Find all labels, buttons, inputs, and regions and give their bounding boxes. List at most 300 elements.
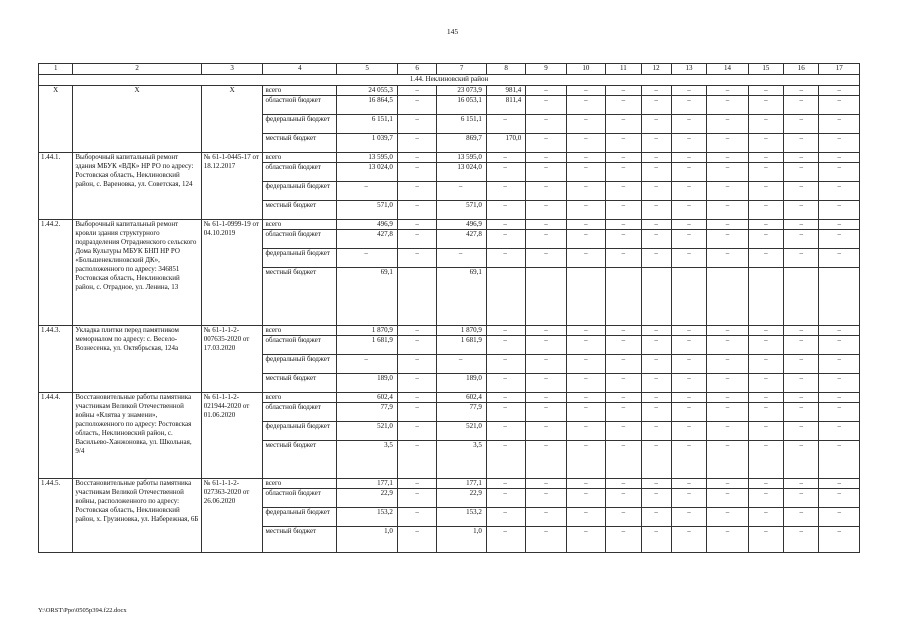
value-col-8: – [486, 403, 525, 422]
value-col-14: – [707, 249, 748, 268]
funding-source: всего [263, 220, 337, 230]
value-col-9: – [526, 355, 566, 374]
value-col-5: 13 024,0 [337, 163, 398, 182]
object-name: Укладка плитки перед памятником мемориалом по адресу: с. Весело-Вознесенка, ул. Октябрьская, 124а [73, 326, 201, 393]
value-col-12: – [641, 489, 671, 508]
value-col-15: – [748, 163, 783, 182]
value-col-17: – [819, 393, 860, 403]
table-row [39, 393, 860, 403]
value-col-7: 13 024,0 [437, 163, 487, 182]
value-col-6: – [397, 326, 436, 336]
value-col-9: – [526, 479, 566, 489]
value-col-14: – [707, 374, 748, 393]
value-col-13: – [671, 403, 706, 422]
value-col-13: – [671, 220, 706, 230]
value-col-15: – [748, 374, 783, 393]
value-col-11: – [606, 422, 641, 441]
value-col-16 [784, 268, 819, 326]
funding-source: всего [263, 153, 337, 163]
value-col-12: – [641, 163, 671, 182]
value-col-10: – [566, 134, 605, 153]
value-col-10: – [566, 441, 605, 479]
value-col-11: – [606, 163, 641, 182]
value-col-11: – [606, 230, 641, 249]
value-col-7: 496,9 [437, 220, 487, 230]
value-col-16: – [784, 403, 819, 422]
value-col-12: – [641, 355, 671, 374]
expertise-document: X [201, 86, 263, 153]
column-number-6: 6 [397, 64, 436, 75]
value-col-7: – [437, 182, 487, 201]
value-col-6: – [397, 153, 436, 163]
value-col-17: – [819, 489, 860, 508]
value-col-17: – [819, 422, 860, 441]
value-col-7: 13 595,0 [437, 153, 487, 163]
column-number-11: 11 [606, 64, 641, 75]
value-col-6: – [397, 163, 436, 182]
value-col-14: – [707, 479, 748, 489]
value-col-17: – [819, 326, 860, 336]
value-col-7: 153,2 [437, 508, 487, 527]
value-col-15: – [748, 201, 783, 220]
value-col-8: – [486, 508, 525, 527]
value-col-11: – [606, 336, 641, 355]
value-col-11 [606, 268, 641, 326]
value-col-5: 69,1 [337, 268, 398, 326]
value-col-8: – [486, 163, 525, 182]
funding-source: местный бюджет [263, 268, 337, 326]
value-col-15: – [748, 393, 783, 403]
value-col-17: – [819, 86, 860, 96]
value-col-5: 189,0 [337, 374, 398, 393]
value-col-15: – [748, 115, 783, 134]
value-col-5: 1 681,9 [337, 336, 398, 355]
value-col-5: 13 595,0 [337, 153, 398, 163]
value-col-11: – [606, 441, 641, 479]
value-col-13: – [671, 441, 706, 479]
value-col-16: – [784, 230, 819, 249]
value-col-9: – [526, 508, 566, 527]
item-number: 1.44.1. [39, 153, 73, 220]
value-col-10: – [566, 336, 605, 355]
value-col-12: – [641, 441, 671, 479]
value-col-7: – [437, 249, 487, 268]
value-col-6: – [397, 403, 436, 422]
value-col-5: 1,0 [337, 527, 398, 553]
value-col-16: – [784, 508, 819, 527]
value-col-5: 16 864,5 [337, 96, 398, 115]
value-col-15: – [748, 527, 783, 553]
value-col-12: – [641, 479, 671, 489]
value-col-5: 177,1 [337, 479, 398, 489]
value-col-15: – [748, 508, 783, 527]
value-col-7: 1 681,9 [437, 336, 487, 355]
value-col-14: – [707, 422, 748, 441]
column-number-3: 3 [201, 64, 263, 75]
value-col-13: – [671, 96, 706, 115]
value-col-8: – [486, 201, 525, 220]
value-col-15: – [748, 230, 783, 249]
value-col-16: – [784, 374, 819, 393]
value-col-17: – [819, 201, 860, 220]
funding-source: областной бюджет [263, 489, 337, 508]
value-col-10: – [566, 393, 605, 403]
value-col-15: – [748, 96, 783, 115]
value-col-14: – [707, 153, 748, 163]
value-col-5: – [337, 355, 398, 374]
expertise-document: № 61-1-0445-17 от 18.12.2017 [201, 153, 263, 220]
value-col-13: – [671, 393, 706, 403]
value-col-10: – [566, 403, 605, 422]
value-col-17: – [819, 508, 860, 527]
value-col-12: – [641, 220, 671, 230]
funding-source: федеральный бюджет [263, 508, 337, 527]
value-col-10: – [566, 326, 605, 336]
value-col-8: – [486, 489, 525, 508]
value-col-7: 1 870,9 [437, 326, 487, 336]
value-col-8: 981,4 [486, 86, 525, 96]
value-col-17: – [819, 153, 860, 163]
value-col-7: 177,1 [437, 479, 487, 489]
funding-source: федеральный бюджет [263, 422, 337, 441]
value-col-7: 77,9 [437, 403, 487, 422]
funding-source: всего [263, 326, 337, 336]
value-col-16: – [784, 489, 819, 508]
value-col-9: – [526, 249, 566, 268]
value-col-17: – [819, 355, 860, 374]
value-col-15: – [748, 134, 783, 153]
value-col-7: 189,0 [437, 374, 487, 393]
value-col-9: – [526, 489, 566, 508]
item-number: 1.44.5. [39, 479, 73, 553]
value-col-17: – [819, 249, 860, 268]
value-col-6: – [397, 249, 436, 268]
item-number: 1.44.2. [39, 220, 73, 326]
value-col-10: – [566, 115, 605, 134]
value-col-6: – [397, 441, 436, 479]
value-col-6: – [397, 336, 436, 355]
value-col-17: – [819, 527, 860, 553]
value-col-8: 170,0 [486, 134, 525, 153]
value-col-10: – [566, 422, 605, 441]
value-col-13: – [671, 153, 706, 163]
value-col-13: – [671, 115, 706, 134]
value-col-8: – [486, 115, 525, 134]
funding-source: местный бюджет [263, 441, 337, 479]
value-col-14: – [707, 403, 748, 422]
object-name: Выборочный капитальный ремонт здания МБУК «ВДК» НР РО по адресу: Ростовская область, Неклиновский район, с. Вареновка, ул. Советская, 124 [73, 153, 201, 220]
value-col-17: – [819, 336, 860, 355]
value-col-15: – [748, 479, 783, 489]
column-number-14: 14 [707, 64, 748, 75]
value-col-5: 1 870,9 [337, 326, 398, 336]
value-col-11: – [606, 508, 641, 527]
funding-source: местный бюджет [263, 201, 337, 220]
value-col-5: 571,0 [337, 201, 398, 220]
funding-source: местный бюджет [263, 527, 337, 553]
value-col-8 [486, 268, 525, 326]
value-col-9: – [526, 153, 566, 163]
value-col-16: – [784, 249, 819, 268]
value-col-14 [707, 268, 748, 326]
value-col-10: – [566, 86, 605, 96]
value-col-6: – [397, 355, 436, 374]
value-col-14: – [707, 115, 748, 134]
value-col-11: – [606, 326, 641, 336]
value-col-9: – [526, 393, 566, 403]
table-row [39, 220, 860, 230]
funding-source: областной бюджет [263, 163, 337, 182]
value-col-7: 16 053,1 [437, 96, 487, 115]
column-number-10: 10 [566, 64, 605, 75]
section-row [39, 75, 860, 86]
value-col-6: – [397, 489, 436, 508]
value-col-13: – [671, 249, 706, 268]
value-col-15: – [748, 441, 783, 479]
value-col-9: – [526, 527, 566, 553]
value-col-17: – [819, 134, 860, 153]
value-col-9: – [526, 374, 566, 393]
value-col-6: – [397, 96, 436, 115]
value-col-11: – [606, 355, 641, 374]
value-col-16: – [784, 153, 819, 163]
funding-source: областной бюджет [263, 96, 337, 115]
value-col-6: – [397, 508, 436, 527]
page-number: 145 [446, 27, 459, 36]
value-col-14: – [707, 182, 748, 201]
value-col-13: – [671, 527, 706, 553]
value-col-9: – [526, 134, 566, 153]
value-col-11: – [606, 249, 641, 268]
item-number: 1.44.3. [39, 326, 73, 393]
value-col-8: – [486, 182, 525, 201]
value-col-13: – [671, 326, 706, 336]
value-col-12: – [641, 403, 671, 422]
value-col-14: – [707, 134, 748, 153]
column-number-row [39, 64, 860, 75]
value-col-17: – [819, 403, 860, 422]
item-number: 1.44.4. [39, 393, 73, 479]
value-col-10 [566, 268, 605, 326]
value-col-9: – [526, 182, 566, 201]
value-col-5: 153,2 [337, 508, 398, 527]
value-col-17 [819, 268, 860, 326]
value-col-13: – [671, 336, 706, 355]
value-col-14: – [707, 86, 748, 96]
value-col-13: – [671, 508, 706, 527]
value-col-14: – [707, 508, 748, 527]
value-col-6 [397, 268, 436, 326]
budget-table [38, 63, 860, 553]
funding-source: федеральный бюджет [263, 249, 337, 268]
value-col-6: – [397, 134, 436, 153]
value-col-17: – [819, 115, 860, 134]
value-col-10: – [566, 527, 605, 553]
value-col-7: 22,9 [437, 489, 487, 508]
value-col-11: – [606, 201, 641, 220]
value-col-13: – [671, 201, 706, 220]
value-col-9: – [526, 220, 566, 230]
value-col-13: – [671, 355, 706, 374]
value-col-10: – [566, 163, 605, 182]
value-col-13: – [671, 134, 706, 153]
value-col-7: 3,5 [437, 441, 487, 479]
value-col-5: 427,8 [337, 230, 398, 249]
value-col-10: – [566, 374, 605, 393]
column-number-12: 12 [641, 64, 671, 75]
value-col-16: – [784, 393, 819, 403]
column-number-5: 5 [337, 64, 398, 75]
value-col-10: – [566, 489, 605, 508]
value-col-5: 521,0 [337, 422, 398, 441]
value-col-15: – [748, 220, 783, 230]
value-col-13: – [671, 230, 706, 249]
column-number-8: 8 [486, 64, 525, 75]
column-number-13: 13 [671, 64, 706, 75]
column-number-1: 1 [39, 64, 73, 75]
value-col-16: – [784, 163, 819, 182]
value-col-5: 602,4 [337, 393, 398, 403]
value-col-15: – [748, 86, 783, 96]
funding-source: местный бюджет [263, 134, 337, 153]
value-col-11: – [606, 115, 641, 134]
value-col-5: 3,5 [337, 441, 398, 479]
funding-source: областной бюджет [263, 336, 337, 355]
funding-source: всего [263, 479, 337, 489]
value-col-7: 602,4 [437, 393, 487, 403]
value-col-8: – [486, 441, 525, 479]
value-col-12: – [641, 336, 671, 355]
value-col-11: – [606, 182, 641, 201]
value-col-12: – [641, 422, 671, 441]
value-col-6: – [397, 201, 436, 220]
value-col-13: – [671, 422, 706, 441]
value-col-14: – [707, 355, 748, 374]
value-col-5: – [337, 249, 398, 268]
value-col-17: – [819, 182, 860, 201]
value-col-9: – [526, 115, 566, 134]
value-col-14: – [707, 220, 748, 230]
value-col-5: 77,9 [337, 403, 398, 422]
column-number-17: 17 [819, 64, 860, 75]
value-col-11: – [606, 153, 641, 163]
value-col-8: – [486, 374, 525, 393]
value-col-11: – [606, 96, 641, 115]
value-col-14: – [707, 489, 748, 508]
value-col-10: – [566, 355, 605, 374]
expertise-document: № 61-1-1-2-007635-2020 от 17.03.2020 [201, 326, 263, 393]
value-col-15: – [748, 249, 783, 268]
value-col-8: – [486, 336, 525, 355]
value-col-9 [526, 268, 566, 326]
value-col-11: – [606, 527, 641, 553]
value-col-16: – [784, 336, 819, 355]
object-name: Восстановительные работы памятника участникам Великой Отечественной войны «Клятва у знамени», расположенного по адресу: Ростовская область, Неклиновский район, с. Васильево-Ханжоновка, ул. Школьная, 9/4 [73, 393, 201, 479]
funding-source: федеральный бюджет [263, 355, 337, 374]
file-path-footer: Y:\ORST\Ppo\0505p394.f22.docx [38, 607, 127, 614]
column-number-2: 2 [73, 64, 201, 75]
value-col-11: – [606, 220, 641, 230]
value-col-15: – [748, 489, 783, 508]
value-col-6: – [397, 115, 436, 134]
value-col-8: – [486, 249, 525, 268]
value-col-8: – [486, 393, 525, 403]
value-col-5: 1 039,7 [337, 134, 398, 153]
value-col-12: – [641, 134, 671, 153]
object-name: Выборочный капитальный ремонт кровли здания структурного подразделения Отрадненского сельского Дома Культуры МБУК БНП НР РО «Большенеклиновский ДК», расположенного по адресу: 346851 Ростовская область, Неклиновский район, с. Отрадное, ул. Ленина, 13 [73, 220, 201, 326]
value-col-15: – [748, 336, 783, 355]
value-col-12: – [641, 115, 671, 134]
value-col-6: – [397, 182, 436, 201]
value-col-7: – [437, 355, 487, 374]
table-row [39, 479, 860, 489]
value-col-6: – [397, 374, 436, 393]
value-col-15: – [748, 153, 783, 163]
value-col-14: – [707, 336, 748, 355]
value-col-14: – [707, 326, 748, 336]
value-col-12: – [641, 527, 671, 553]
value-col-13: – [671, 163, 706, 182]
value-col-9: – [526, 336, 566, 355]
value-col-13: – [671, 374, 706, 393]
value-col-15 [748, 268, 783, 326]
value-col-12: – [641, 153, 671, 163]
value-col-10: – [566, 201, 605, 220]
value-col-13 [671, 268, 706, 326]
value-col-16: – [784, 355, 819, 374]
value-col-7: 23 073,9 [437, 86, 487, 96]
value-col-8: – [486, 326, 525, 336]
value-col-9: – [526, 163, 566, 182]
value-col-12: – [641, 326, 671, 336]
value-col-9: – [526, 201, 566, 220]
value-col-16: – [784, 201, 819, 220]
funding-source: местный бюджет [263, 374, 337, 393]
table-row [39, 326, 860, 336]
value-col-12: – [641, 230, 671, 249]
value-col-9: – [526, 403, 566, 422]
value-col-9: – [526, 230, 566, 249]
value-col-10: – [566, 508, 605, 527]
value-col-6: – [397, 86, 436, 96]
value-col-12: – [641, 182, 671, 201]
value-col-8: – [486, 153, 525, 163]
value-col-16: – [784, 115, 819, 134]
value-col-6: – [397, 230, 436, 249]
expertise-document: № 61-1-1-2-021944-2020 от 01.06.2020 [201, 393, 263, 479]
value-col-13: – [671, 479, 706, 489]
value-col-11: – [606, 393, 641, 403]
value-col-7: 521,0 [437, 422, 487, 441]
value-col-11: – [606, 374, 641, 393]
value-col-10: – [566, 230, 605, 249]
value-col-10: – [566, 153, 605, 163]
value-col-15: – [748, 355, 783, 374]
value-col-8: – [486, 220, 525, 230]
value-col-16: – [784, 422, 819, 441]
value-col-12 [641, 268, 671, 326]
value-col-6: – [397, 527, 436, 553]
value-col-11: – [606, 134, 641, 153]
value-col-12: – [641, 96, 671, 115]
expertise-document: № 61-1-1-2-027363-2020 от 26.06.2020 [201, 479, 263, 553]
value-col-16: – [784, 134, 819, 153]
value-col-12: – [641, 86, 671, 96]
column-number-16: 16 [784, 64, 819, 75]
value-col-12: – [641, 393, 671, 403]
value-col-7: 427,8 [437, 230, 487, 249]
value-col-6: – [397, 479, 436, 489]
